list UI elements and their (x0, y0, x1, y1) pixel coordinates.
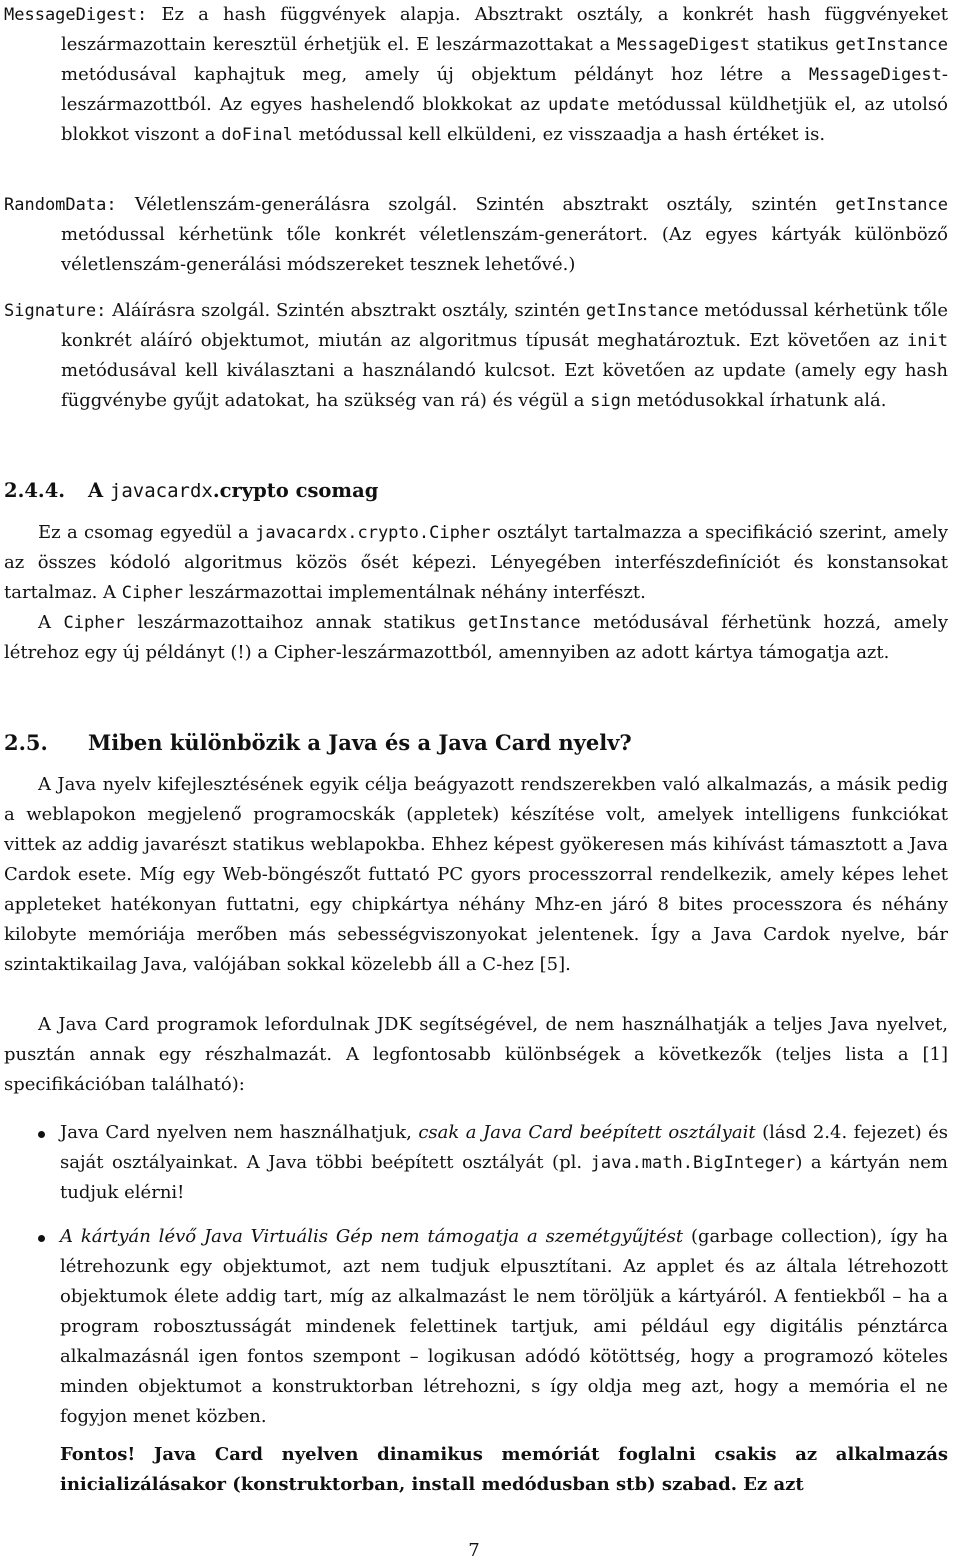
def-term: RandomData: (4, 195, 117, 215)
text: (garbage collection), így ha létrehozunk egy objektumot, azt nem tudjuk elpusztítani. Az applet és az általa létrehozott objektumok élete addig tart, míg az alkalmazást le nem töröljük a kártyáról. A fentiekből – ha a program robosztusságát mindenek felettinek tartjuk, ami például egy digitális pénztárca alkalmazásnál igen fontos szempont – logikusan adódó kötöttség, hogy a programozó köteles minden objektumot a konstruktorban létrehozni, s így oldja meg azt, hogy a memória el ne fogyjon menet közben. (60, 1226, 948, 1427)
section-number: 2.4.4. (4, 479, 66, 502)
code: java.math.BigInteger (590, 1153, 796, 1173)
text: osztályt tartalmazza a specifikáció szerint, amely az összes kódoló algoritmus közös ősét képezi. Lényegében interfészdefiníciót és konstansokat tartalmaz. A (4, 522, 948, 603)
code: Cipher (121, 583, 184, 603)
important-note: Fontos! Java Card nyelven dinamikus memóriát foglalni csakis az alkalmazás inicializálásakor (konstruktorban, install medódusban stb) szabad. Ez azt (60, 1444, 948, 1495)
text: ) a kártyán nem tudjuk elérni! (60, 1152, 949, 1203)
code: doFinal (221, 125, 293, 145)
page-number: 7 (468, 1540, 480, 1561)
text: metódussal kell elküldeni, ez visszaadja a hash értéket is. (292, 124, 826, 145)
code: MessageDigest (616, 35, 750, 55)
text: metódusával kaphajtuk meg, amely új objektum példányt hoz létre a (61, 64, 809, 85)
text: leszármazottaihoz annak statikus (124, 612, 469, 633)
code: getInstance (585, 301, 699, 321)
text: Véletlenszám-generálásra szolgál. Szintén absztrakt osztály, szintén (116, 194, 836, 215)
paragraph-244-2 (4, 608, 948, 668)
def-signature (4, 296, 948, 416)
code: MessageDigest (808, 65, 942, 85)
text: metódussal kérhetünk tőle konkrét aláíró objektumot, miután az algoritmus típusát meghatároztuk. Ezt követően az (61, 300, 948, 351)
text: Aláírásra szolgál. Szintén absztrakt osztály, szintén (106, 300, 586, 321)
emphasis: csak a Java Card beépített osztályait (418, 1122, 756, 1143)
code: update (548, 95, 610, 115)
text: leszármazottai implementálnak néhány interfészt. (183, 582, 646, 603)
def-term: MessageDigest: (4, 5, 148, 25)
text: statikus (750, 34, 836, 55)
paragraph-25-2: A Java Card programok lefordulnak JDK segítségével, de nem használhatják a teljes Java nyelvet, pusztán annak egy részhalmazát. A legfontosabb különbségek a következők (teljes lista a [1] specifikációban található): (4, 1014, 948, 1095)
text: -leszármazottból. Az egyes hashelendő blokkokat az (61, 64, 948, 115)
list-item (0, 1118, 948, 1208)
text: Ez a csomag egyedül a (38, 522, 256, 543)
text: (lásd 2.4. fejezet) és saját osztályainkat. A Java többi beépített osztályát (pl. (60, 1122, 948, 1173)
list-item (0, 1222, 948, 1500)
text: metódusával kell kiválasztani a használandó kulcsot. Ezt követően az update (amely egy hash függvénybe gyűjt adatokat, ha szükség van rá) és végül a (61, 360, 948, 411)
bullet-icon (38, 1235, 45, 1242)
section-number: 2.5. (4, 730, 48, 755)
text: Ez a hash függvények alapja. Absztrakt osztály, a konkrét hash függvényeket leszármazottain keresztül érhetjük el. E leszármazottakat a (61, 4, 948, 55)
code: javacardx.crypto.Cipher (255, 523, 491, 543)
text: Java Card nyelven nem használhatjuk, (60, 1122, 419, 1143)
code: sign (590, 391, 632, 411)
text: metódusokkal írhatunk alá. (631, 390, 887, 411)
text: metódusával férhetünk hozzá, amely létrehoz egy új példányt (!) a Cipher-leszármazottból, amennyiben az adott kártya támogatja azt. (4, 612, 948, 663)
text: metódussal kérhetünk tőle konkrét véletlenszám-generátort. (Az egyes kártyák különböző véletlenszám-generálási módszereket tesznek lehetővé.) (61, 224, 948, 275)
def-messagedigest (4, 0, 948, 150)
code: getInstance (835, 35, 949, 55)
code: Cipher (63, 613, 125, 633)
emphasis: A kártyán lévő Java Virtuális Gép nem támogatja a szemétgyűjtést (60, 1226, 684, 1247)
section-title-code: javacardx (109, 480, 213, 502)
text: A (38, 612, 64, 633)
paragraph-25-1: A Java nyelv kifejlesztésének egyik célja beágyazott rendszerekben való alkalmazás, a másik pedig a weblapokon megjelenő programocskák (appletek) készítése volt, amelyek intelligens funkciókat vittek az addig javarészt statikus weblapokba. Ehhez képest gyökeresen más kihívást támasztott a Java Cardok esete. Míg egy Web-böngészőt futtató PC gyors processzorral rendelkezik, amely képes lehet appleteket hatékonyan futtatni, egy chipkártya néhány Mhz-en járó 8 bites processzora és néhány kilobyte memóriája merőben más sebességviszonyokat jelentenek. Így a Java Cardok nyelve, bár szintaktikailag Java, valójában sokkal közelebb áll a C-hez [5]. (4, 774, 948, 975)
section-title: Miben különbözik a Java és a Java Card nyelv? (88, 730, 632, 755)
section-heading-25 (4, 728, 948, 758)
def-term: Signature: (4, 301, 107, 321)
paragraph-244-1 (4, 518, 948, 608)
text: metódussal küldhetjük el, az utolsó blokkot viszont a (61, 94, 948, 145)
def-randomdata (4, 190, 948, 280)
section-heading-244 (4, 476, 948, 506)
bullet-icon (38, 1131, 45, 1138)
difference-list (0, 1118, 948, 1514)
section-title-pre: A (88, 479, 110, 502)
code: getInstance (835, 195, 948, 215)
section-title-post: .crypto csomag (212, 479, 379, 502)
code: getInstance (468, 613, 581, 633)
code: init (907, 331, 948, 351)
